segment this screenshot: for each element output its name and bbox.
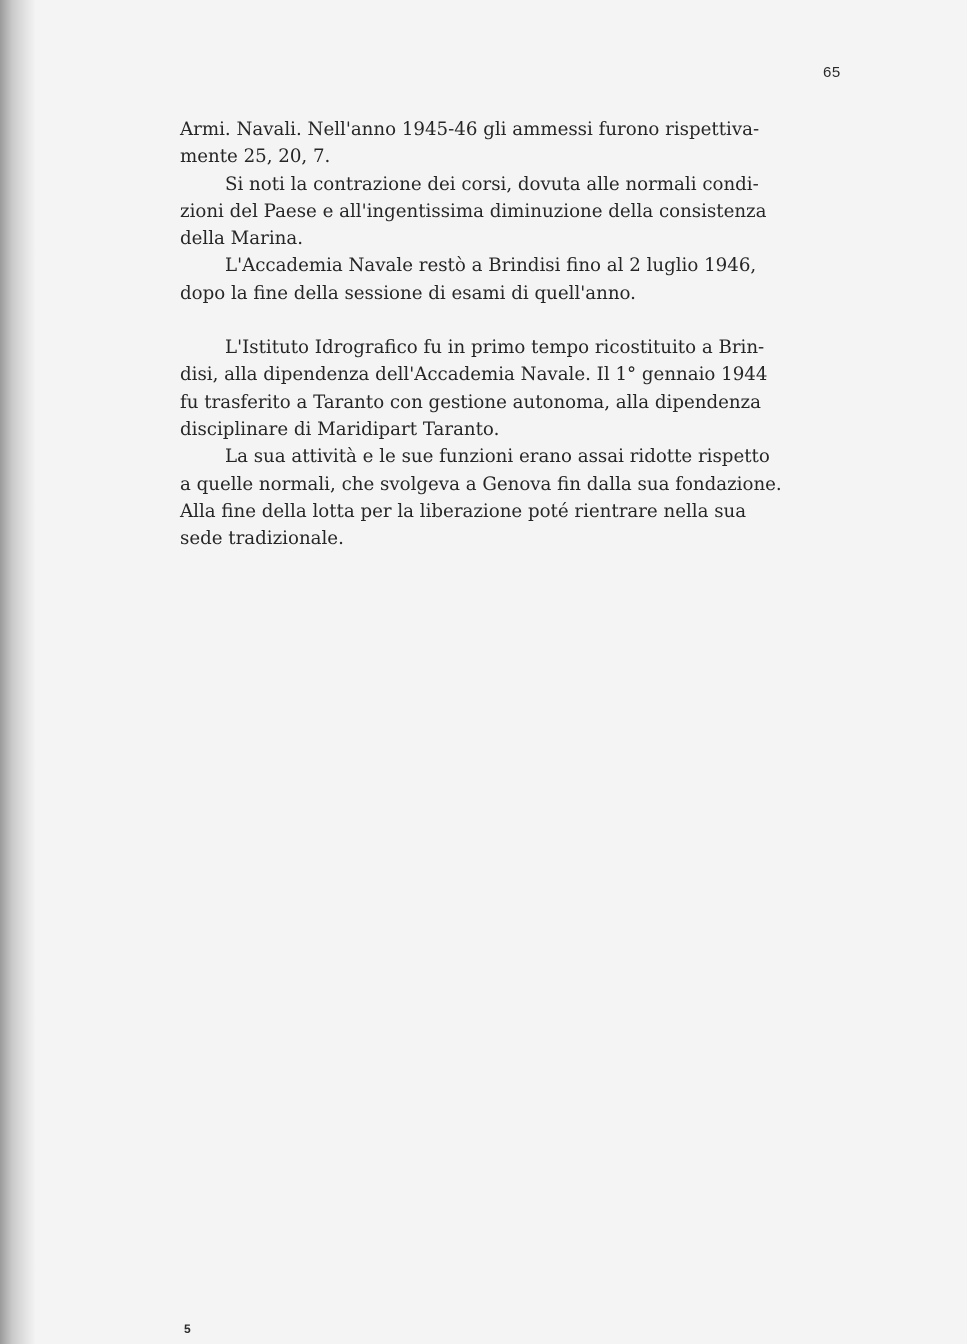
paragraph-gap — [180, 307, 848, 334]
paragraph-5: La sua attività e le sue funzioni erano assai ridotte rispetto a quelle normali, che svolgeva a Genova fin dalla sua fondazione. Alla fine della lotta per la liberazione poté rientrare nella sua sede tradizionale. — [180, 446, 782, 550]
paragraph-3: L'Accademia Navale restò a Brindisi fino al 2 luglio 1946, dopo la fine della sessione di esami di quell'anno. — [180, 255, 757, 304]
paragraph-4: L'Istituto Idrografico fu in primo tempo ricostituito a Brin- disi, alla dipendenza dell'Accademia Navale. Il 1° gennaio 1944 fu trasferito a Taranto con gestione autonoma, alla dipendenza disciplinare di Maridipart Taranto. — [180, 337, 768, 440]
body-text — [180, 116, 848, 552]
binding-shadow — [0, 0, 36, 1344]
paragraph-2: Si noti la contrazione dei corsi, dovuta alle normali condi- zioni del Paese e all'ingentissima diminuzione della consistenza della Marina. — [180, 173, 767, 250]
page-number: 65 — [823, 64, 841, 81]
paragraph-1: Armi. Navali. Nell'anno 1945-46 gli ammessi furono rispettiva- mente 25, 20, 7. — [180, 119, 760, 168]
signature-mark: 5 — [184, 1322, 191, 1336]
